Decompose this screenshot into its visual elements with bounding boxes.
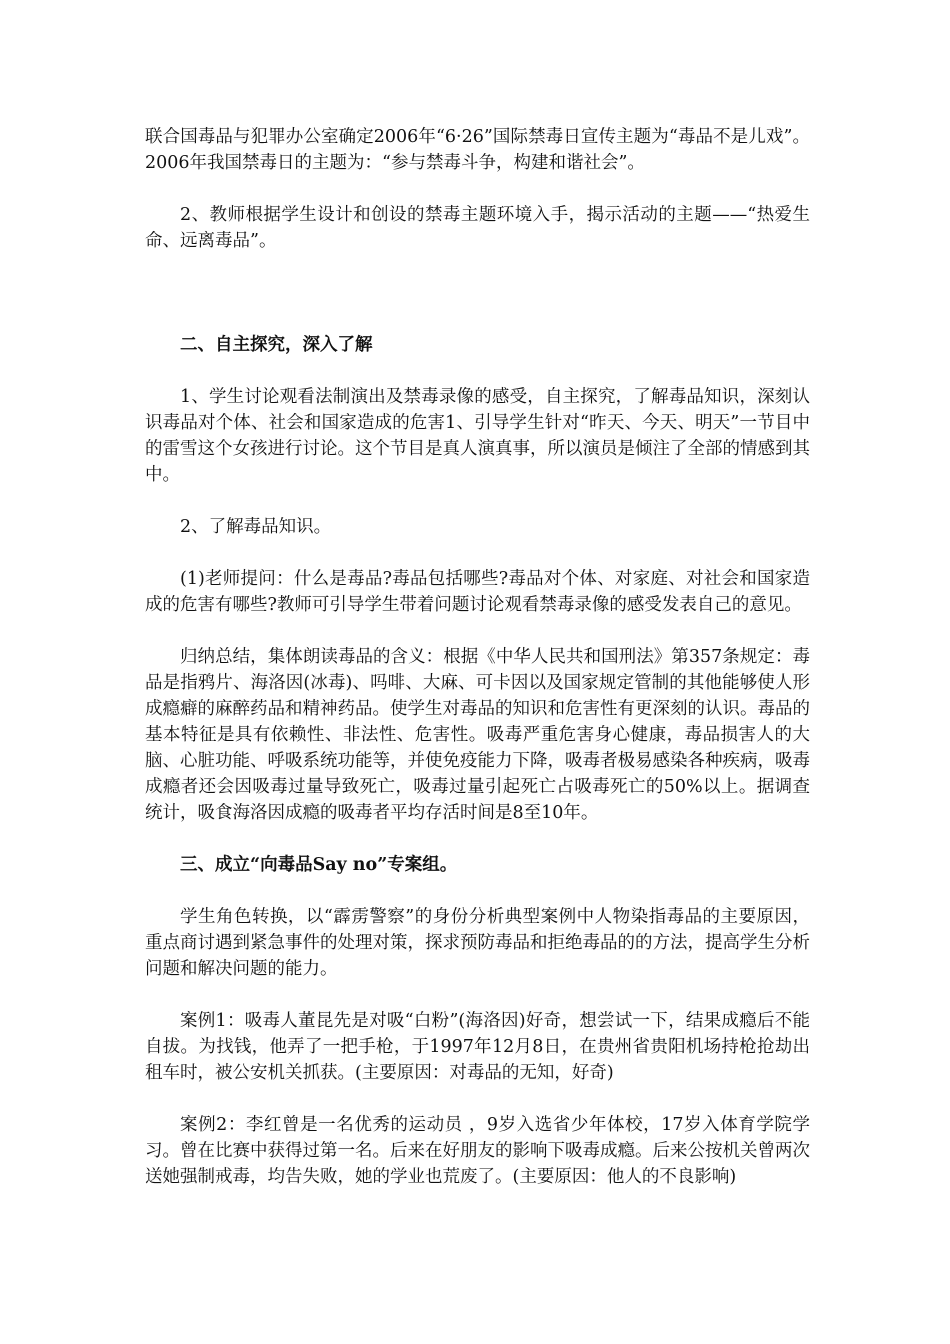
section-2-paragraph-summary: 归纳总结，集体朗读毒品的含义：根据《中华人民共和国刑法》第357条规定：毒品是指鸦片、海洛因(冰毒)、吗啡、大麻、可卡因以及国家规定管制的其他能够使人形成瘾癖的麻醉药品和精神药品。使学生对毒品的知识和危害性有更深刻的认识。毒品的基本特征是具有依赖性、非法性、危害性。吸毒严重危害身心健康，毒品损害人的大脑、心脏功能、呼吸系统功能等，并使免疫能力下降，吸毒者极易感染各种疾病，吸毒成瘾者还会因吸毒过量导致死亡，吸毒过量引起死亡占吸毒死亡的50%以上。据调查统计，吸食海洛因成瘾的吸毒者平均存活时间是8至10年。 (145, 647, 810, 823)
section-2-paragraph-discussion: 1、学生讨论观看法制演出及禁毒录像的感受，自主探究，了解毒品知识，深刻认识毒品对个体、社会和国家造成的危害1、引导学生针对“昨天、今天、明天”一节目中的雷雪这个女孩进行讨论。这个节目是真人演真事，所以演员是倾注了全部的情感到其中。 (145, 387, 810, 485)
section-3-case-2: 案例2：李红曾是一名优秀的运动员 ，9岁入选省少年体校，17岁入体育学院学习。曾在比赛中获得过第一名。后来在好朋友的影响下吸毒成瘾。后来公按机关曾两次送她强制戒毒，均告失败，她的学业也荒废了。(主要原因：他人的不良影响) (145, 1115, 810, 1187)
section-2-paragraph-knowledge: 2、了解毒品知识。 (180, 517, 332, 537)
section-3-case-1: 案例1：吸毒人董昆先是对吸“白粉”(海洛因)好奇，想尝试一下，结果成瘾后不能自拔。为找钱，他弄了一把手枪，于1997年12月8日，在贵州省贵阳机场持枪抢劫出租车时，被公安机关抓获。(主要原因：对毒品的无知，好奇) (145, 1011, 810, 1083)
section-3-paragraph-role: 学生角色转换，以“霹雳警察”的身份分析典型案例中人物染指毒品的主要原因，重点商讨遇到紧急事件的处理对策，探求预防毒品和拒绝毒品的的方法，提高学生分析问题和解决问题的能力。 (145, 907, 810, 979)
intro-paragraph-theme: 联合国毒品与犯罪办公室确定2006年“6·26”国际禁毒日宣传主题为“毒品不是儿戏”。2006年我国禁毒日的主题为：“参与禁毒斗争，构建和谐社会”。 (145, 127, 810, 173)
section-2-paragraph-teacher-question: (1)老师提问：什么是毒品?毒品包括哪些?毒品对个体、对家庭、对社会和国家造成的危害有哪些?教师可引导学生带着问题讨论观看禁毒录像的感受发表自己的意见。 (145, 569, 810, 615)
section-3-heading: 三、成立“向毒品Say no”专案组。 (180, 855, 458, 875)
section-spacer (145, 280, 810, 332)
section-2-heading: 二、自主探究，深入了解 (180, 335, 373, 355)
intro-paragraph-activity-theme: 2、教师根据学生设计和创设的禁毒主题环境入手，揭示活动的主题——“热爱生命、远离毒品”。 (145, 205, 810, 251)
document-page (145, 124, 810, 1216)
